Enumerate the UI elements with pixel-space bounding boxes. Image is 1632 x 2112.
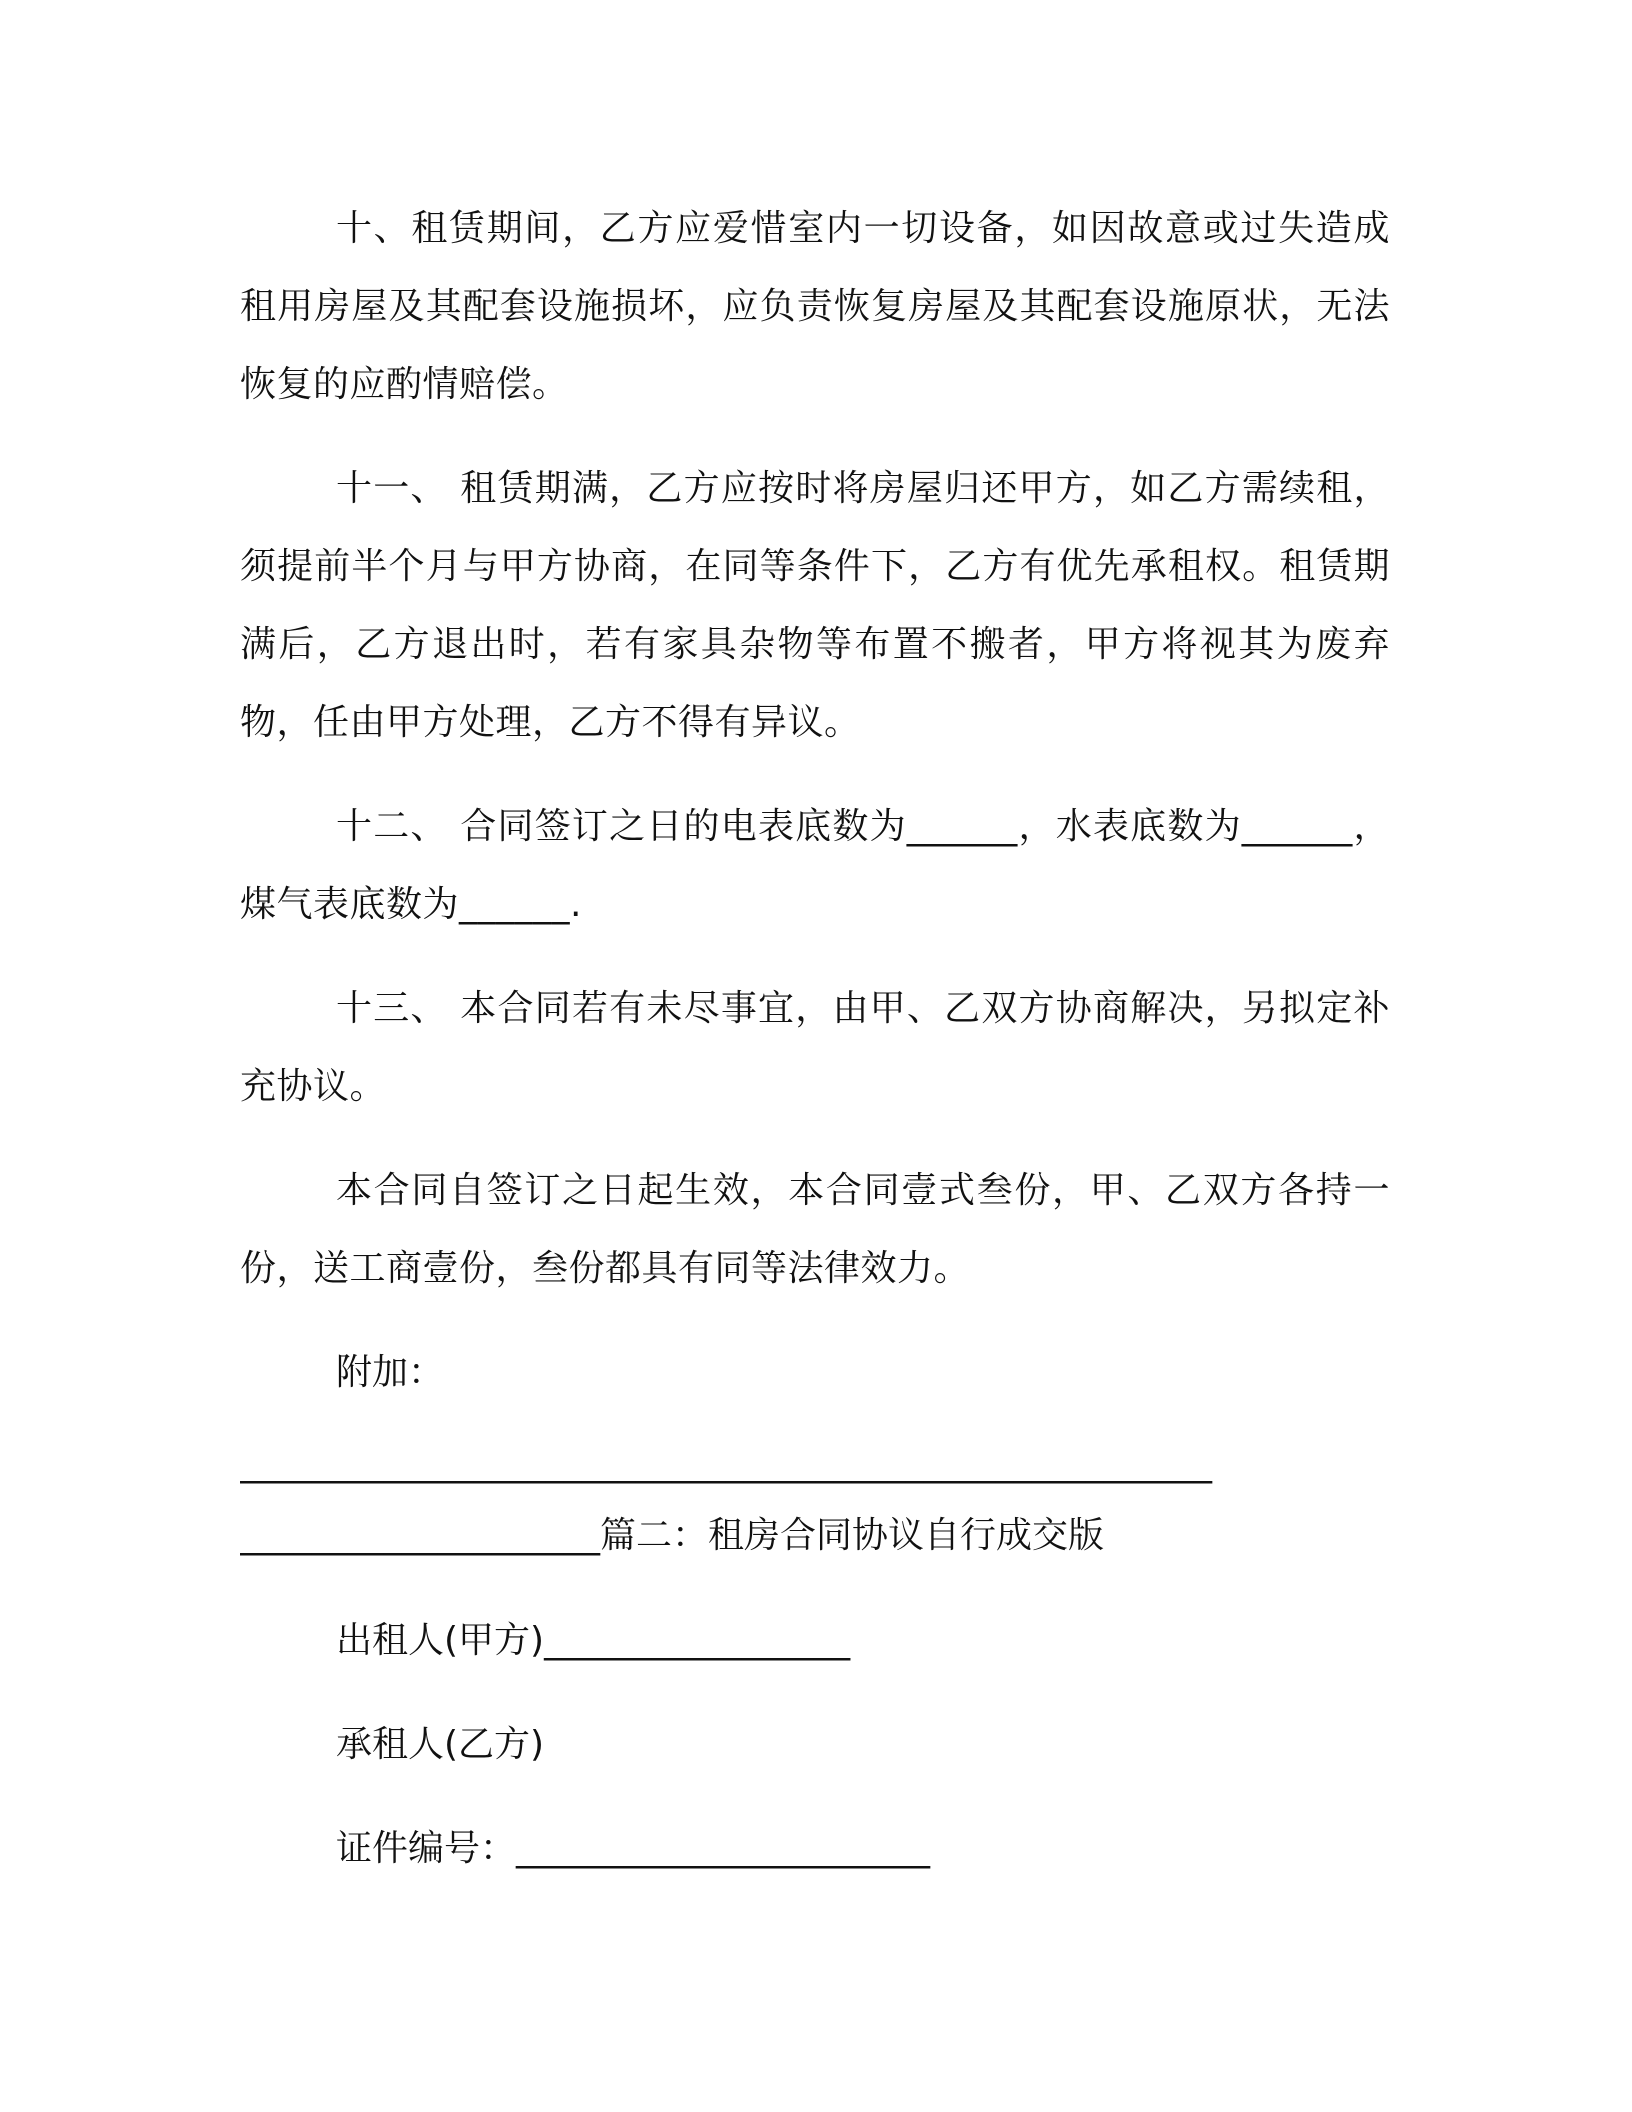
lessor-field: 出租人(甲方)_________________ bbox=[336, 1620, 851, 1661]
clause-12: 十二、 合同签订之日的电表底数为______，水表底数为______，煤气表底数为______. bbox=[240, 806, 1390, 925]
document-body bbox=[240, 190, 1390, 1914]
appendix-label: 附加： bbox=[336, 1352, 445, 1393]
clause-13: 十三、 本合同若有未尽事宜，由甲、乙双方协商解决，另拟定补充协议。 bbox=[240, 988, 1390, 1107]
id-number-field: 证件编号：_______________________ bbox=[336, 1828, 931, 1869]
effective-clause: 本合同自签订之日起生效，本合同壹式叁份，甲、乙双方各持一份，送工商壹份，叁份都具有同等法律效力。 bbox=[240, 1170, 1390, 1289]
clause-11: 十一、 租赁期满，乙方应按时将房屋归还甲方，如乙方需续租，须提前半个月与甲方协商，在同等条件下，乙方有优先承租权。租赁期满后，乙方退出时，若有家具杂物等布置不搬者，甲方将视其为废弃物，任由甲方处理，乙方不得有异议。 bbox=[240, 468, 1390, 743]
section-title: ____________________篇二：租房合同协议自行成交版 bbox=[240, 1515, 1105, 1556]
clause-10: 十、租赁期间，乙方应爱惜室内一切设备，如因故意或过失造成租用房屋及其配套设施损坏，应负责恢复房屋及其配套设施原状，无法恢复的应酌情赔偿。 bbox=[240, 208, 1390, 405]
lessee-field: 承租人(乙方) bbox=[336, 1724, 545, 1765]
appendix-blank-line: ______________________________________________________ bbox=[240, 1443, 1212, 1484]
